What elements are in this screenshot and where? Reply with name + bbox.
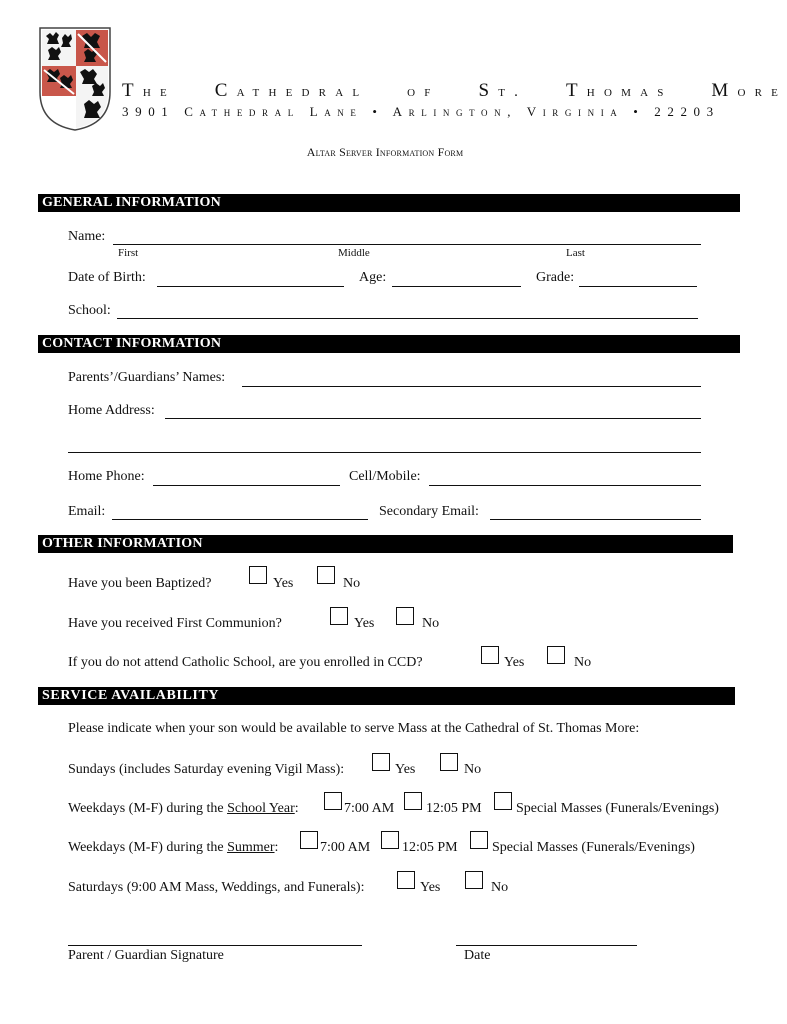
saturdays-label: Saturdays (9:00 AM Mass, Weddings, and Funerals): [68, 880, 365, 895]
school-label: School: [68, 303, 111, 318]
summer-text: Summer [227, 840, 275, 855]
cell-label: Cell/Mobile: [349, 469, 421, 484]
title-word: of [407, 84, 440, 100]
no-label: No [464, 762, 482, 777]
first-name-caption: First [118, 247, 139, 259]
title-word: The [122, 80, 176, 101]
parent-signature-label: Parent / Guardian Signature [68, 948, 224, 963]
home-address-line2-field[interactable] [68, 452, 701, 453]
section-label: CONTACT INFORMATION [42, 336, 222, 351]
grade-field[interactable] [579, 286, 697, 287]
date-field[interactable] [456, 945, 637, 946]
cathedral-name [122, 80, 787, 102]
title-word: More [711, 80, 787, 101]
home-address-label: Home Address: [68, 403, 155, 418]
baptized-question: Have you been Baptized? [68, 576, 212, 591]
home-phone-label: Home Phone: [68, 469, 145, 484]
sundays-yes-checkbox[interactable] [372, 753, 390, 771]
grade-label: Grade: [536, 270, 575, 285]
secondary-email-label: Secondary Email: [379, 504, 479, 519]
section-label: SERVICE AVAILABILITY [42, 688, 220, 703]
age-label: Age: [359, 270, 387, 285]
home-address-field[interactable] [165, 418, 701, 419]
no-label: No [343, 576, 361, 591]
service-intro: Please indicate when your son would be available to serve Mass at the Cathedral of St. Thomas More: [68, 721, 640, 736]
title-word: St. [478, 80, 528, 101]
cathedral-crest-logo [38, 26, 112, 132]
time-1205-label: 12:05 PM [402, 840, 458, 855]
baptized-no-checkbox[interactable] [317, 566, 335, 584]
other-information-header [38, 535, 733, 553]
no-label: No [574, 655, 592, 670]
school-field[interactable] [117, 318, 698, 319]
sundays-label: Sundays (includes Saturday evening Vigil Mass): [68, 762, 345, 777]
age-field[interactable] [392, 286, 521, 287]
school-year-1205pm-checkbox[interactable] [404, 792, 422, 810]
summer-700am-checkbox[interactable] [300, 831, 318, 849]
no-label: No [491, 880, 509, 895]
date-label: Date [464, 948, 491, 963]
section-label: OTHER INFORMATION [42, 536, 203, 551]
service-availability-header [38, 687, 735, 705]
secondary-email-field[interactable] [490, 519, 701, 520]
special-masses-label: Special Masses (Funerals/Evenings) [492, 840, 695, 855]
summer-special-checkbox[interactable] [470, 831, 488, 849]
middle-name-caption: Middle [338, 247, 370, 259]
yes-label: Yes [354, 616, 375, 631]
no-label: No [422, 616, 440, 631]
sundays-no-checkbox[interactable] [440, 753, 458, 771]
time-1205-label: 12:05 PM [426, 801, 482, 816]
name-field[interactable] [113, 244, 701, 245]
yes-label: Yes [504, 655, 525, 670]
communion-yes-checkbox[interactable] [330, 607, 348, 625]
yes-label: Yes [273, 576, 294, 591]
dob-field[interactable] [157, 286, 344, 287]
title-word: Thomas [565, 80, 673, 101]
ccd-question: If you do not attend Catholic School, are you enrolled in CCD? [68, 655, 423, 670]
home-phone-field[interactable] [153, 485, 340, 486]
special-masses-label: Special Masses (Funerals/Evenings) [516, 801, 719, 816]
communion-question: Have you received First Communion? [68, 616, 282, 631]
school-year-special-checkbox[interactable] [494, 792, 512, 810]
general-information-header [38, 194, 740, 212]
section-label: GENERAL INFORMATION [42, 195, 221, 210]
weekdays-school-label [68, 801, 299, 817]
yes-label: Yes [420, 880, 441, 895]
colon: : [274, 840, 279, 855]
parent-signature-field[interactable] [68, 945, 362, 946]
cathedral-address: 3901 Cathedral Lane • Arlington, Virginia • 22203 [122, 104, 720, 119]
colon: : [294, 801, 299, 816]
parents-names-field[interactable] [242, 386, 701, 387]
title-word: Cathedral [214, 80, 369, 101]
saturdays-no-checkbox[interactable] [465, 871, 483, 889]
baptized-yes-checkbox[interactable] [249, 566, 267, 584]
parents-names-label: Parents’/Guardians’ Names: [68, 370, 226, 385]
name-label: Name: [68, 229, 106, 244]
email-field[interactable] [112, 519, 368, 520]
email-label: Email: [68, 504, 106, 519]
cell-field[interactable] [429, 485, 701, 486]
time-700-label: 7:00 AM [344, 801, 395, 816]
contact-information-header [38, 335, 740, 353]
ccd-yes-checkbox[interactable] [481, 646, 499, 664]
school-year-text: School Year [227, 801, 295, 816]
school-year-700am-checkbox[interactable] [324, 792, 342, 810]
weekdays-prefix: Weekdays (M-F) during the [68, 801, 228, 816]
ccd-no-checkbox[interactable] [547, 646, 565, 664]
weekdays-prefix: Weekdays (M-F) during the [68, 840, 228, 855]
last-name-caption: Last [566, 247, 585, 259]
dob-label: Date of Birth: [68, 270, 146, 285]
form-title: Altar Server Information Form [306, 145, 464, 159]
weekdays-summer-label [68, 840, 278, 856]
summer-1205pm-checkbox[interactable] [381, 831, 399, 849]
saturdays-yes-checkbox[interactable] [397, 871, 415, 889]
communion-no-checkbox[interactable] [396, 607, 414, 625]
yes-label: Yes [395, 762, 416, 777]
time-700-label: 7:00 AM [320, 840, 371, 855]
